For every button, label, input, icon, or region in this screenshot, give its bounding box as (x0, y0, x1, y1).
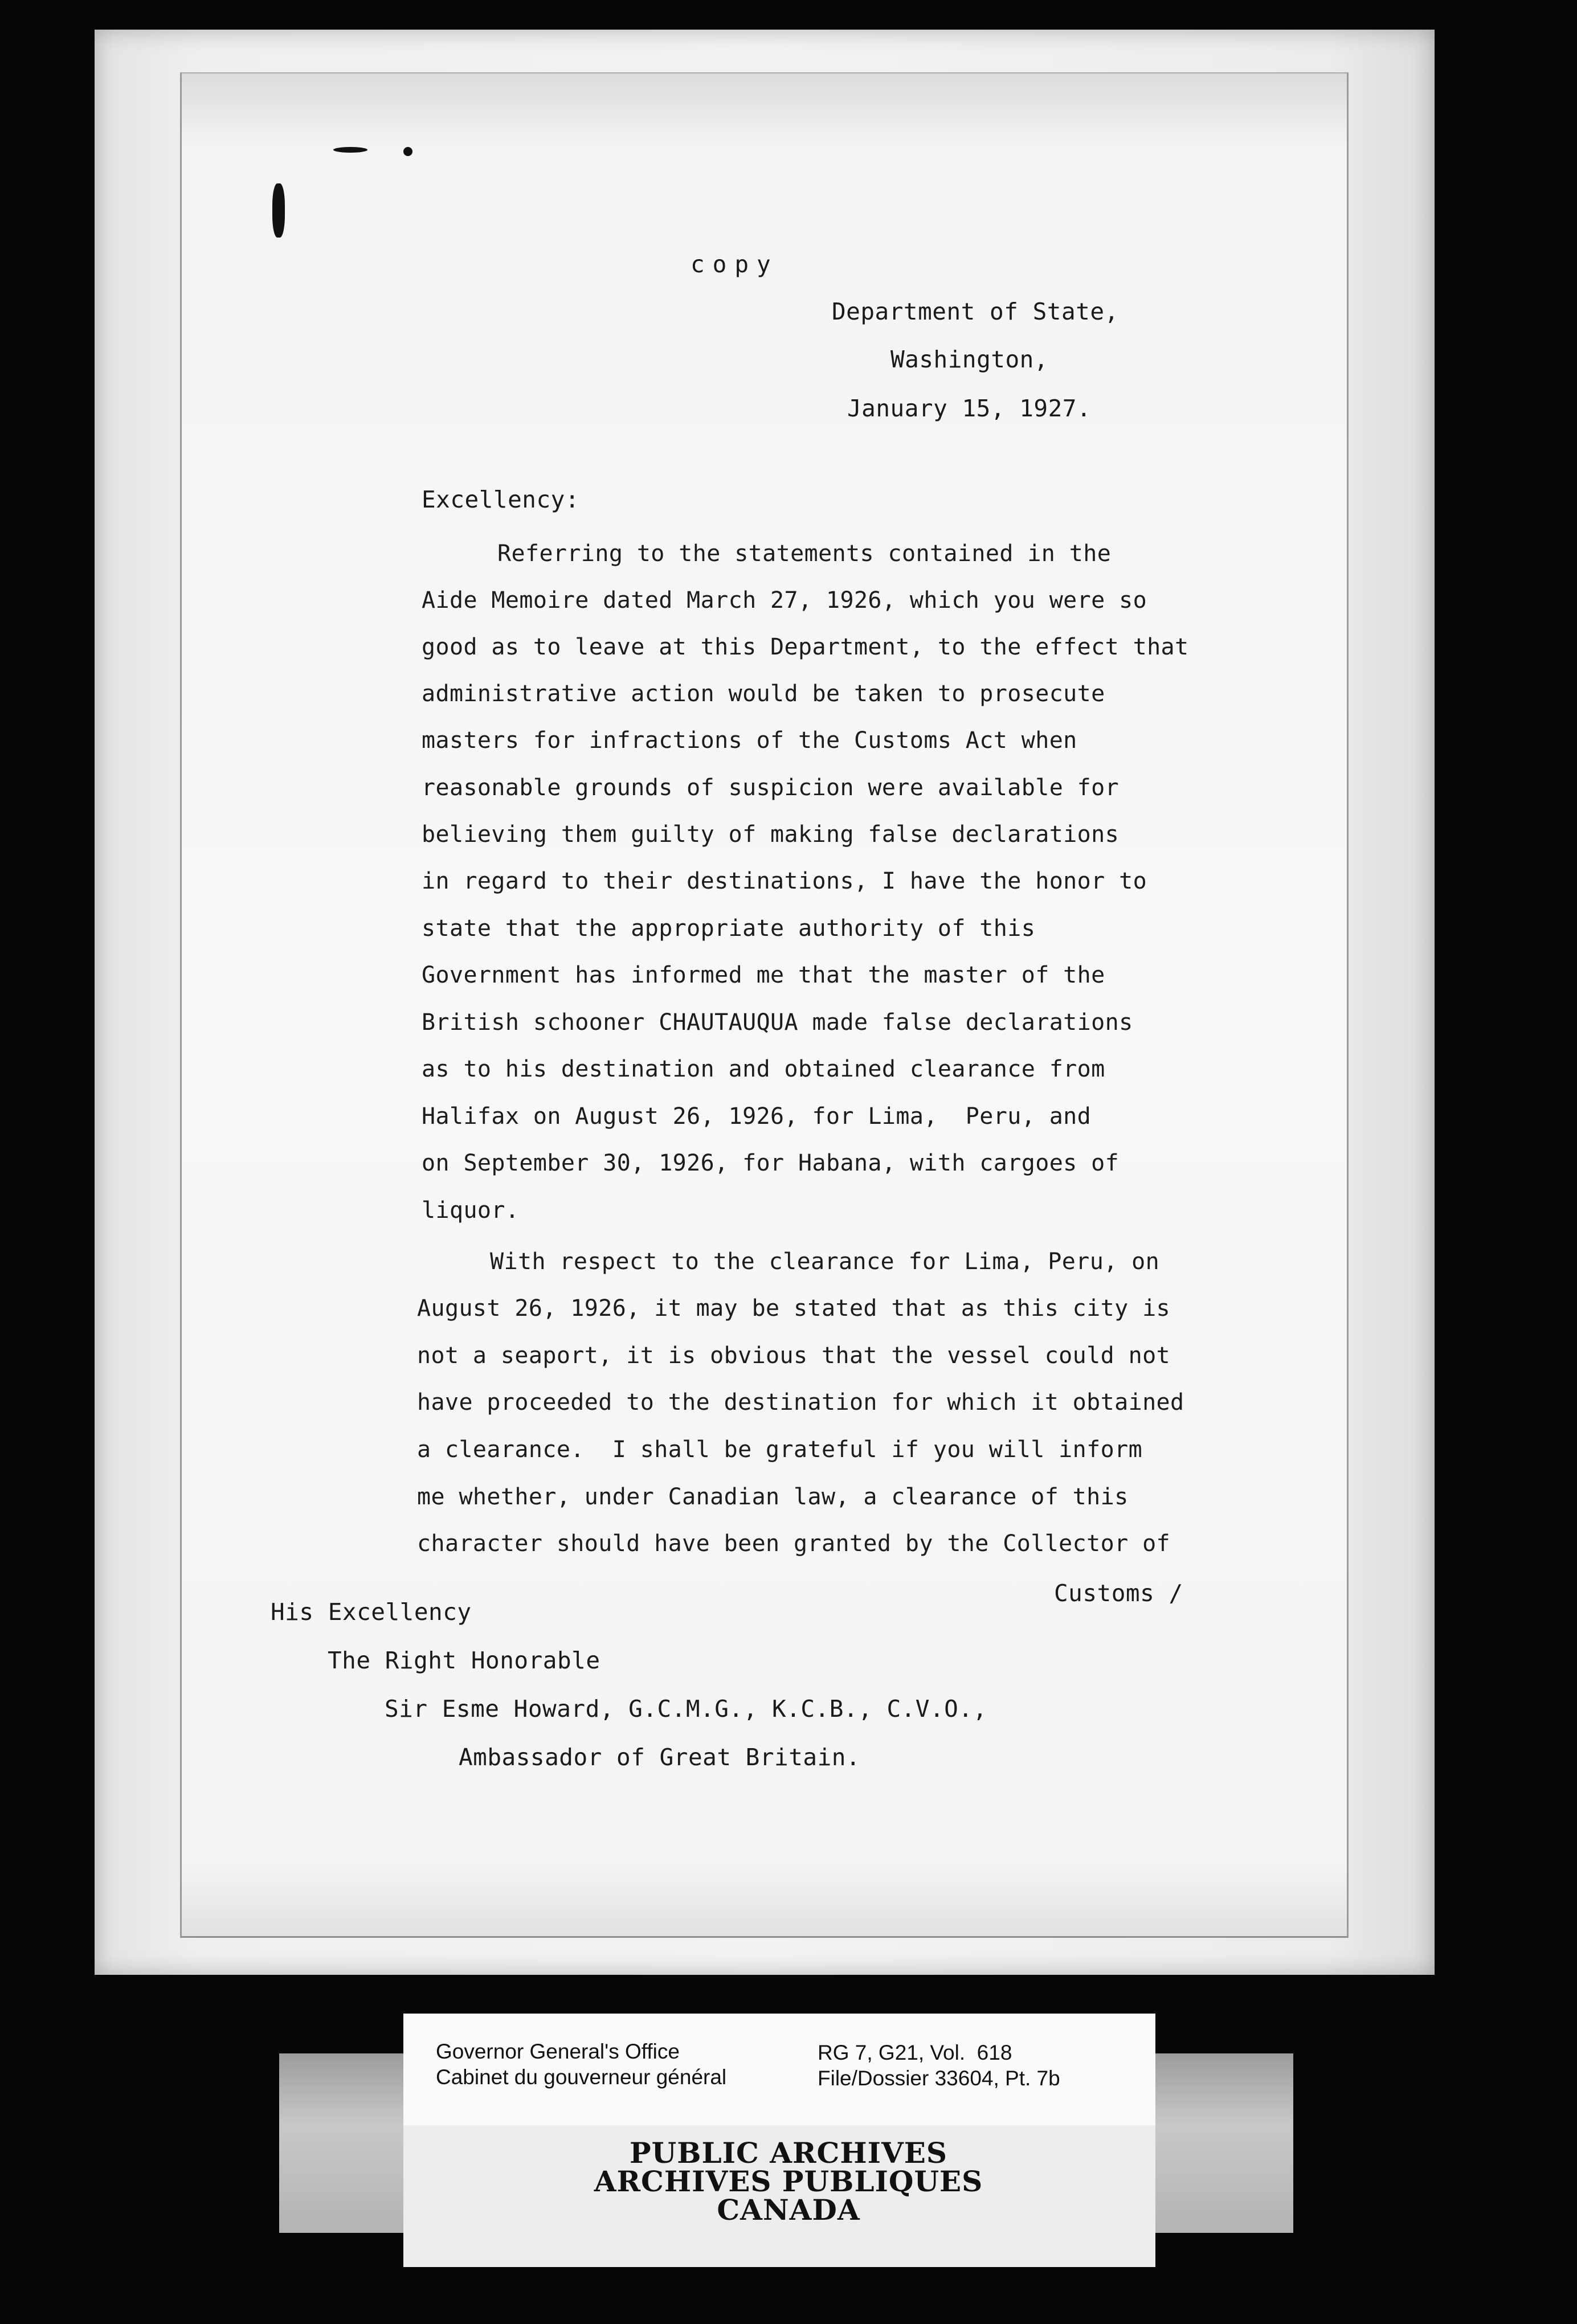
archive-stamp-line: CANADA (717, 2193, 860, 2227)
salutation: Excellency: (422, 486, 580, 513)
body-line: state that the appropriate authority of this (422, 915, 1036, 942)
body-line: administrative action would be taken to prosecute (422, 681, 1105, 707)
body-line: British schooner CHAUTAUQUA made false declarations (422, 1009, 1133, 1036)
archive-reference: RG 7, G21, Vol. 618 (818, 2041, 1012, 2064)
body-line: good as to leave at this Department, to the effect that (422, 634, 1189, 660)
body-line: Government has informed me that the master of the (422, 962, 1105, 988)
body-line: liquor. (422, 1197, 520, 1224)
addressee-title: His Excellency (271, 1598, 472, 1626)
addressee-position: Ambassador of Great Britain. (459, 1744, 861, 1771)
body-line: have proceeded to the destination for which it obtained (417, 1389, 1184, 1415)
body-line: as to his destination and obtained clearance from (422, 1056, 1105, 1082)
body-line: August 26, 1926, it may be stated that as this city is (417, 1295, 1171, 1321)
body-line: me whether, under Canadian law, a clearance of this (417, 1484, 1129, 1510)
body-line: a clearance. I shall be grateful if you will inform (417, 1437, 1143, 1463)
body-line: in regard to their destinations, I have the honor to (422, 868, 1147, 894)
letter-date: January 15, 1927. (847, 395, 1092, 422)
body-line: Referring to the statements contained in the (497, 541, 1112, 567)
body-line: believing them guilty of making false declarations (422, 821, 1120, 848)
body-line: Aide Memoire dated March 27, 1926, which you were so (422, 587, 1147, 613)
addressee-honorific: The Right Honorable (328, 1647, 600, 1674)
sender-department: Department of State, (832, 298, 1119, 325)
archive-file: File/Dossier 33604, Pt. 7b (818, 2067, 1060, 2090)
body-line: character should have been granted by the Collector of (417, 1531, 1171, 1557)
ink-mark (333, 147, 367, 153)
continuation-catchword: Customs / (1054, 1580, 1183, 1607)
copy-label: copy (691, 251, 779, 278)
body-line: Halifax on August 26, 1926, for Lima, Peru, and (422, 1103, 1092, 1130)
archive-office-fr: Cabinet du gouverneur général (436, 2065, 727, 2089)
archive-stamp-line: PUBLIC ARCHIVES (630, 2136, 947, 2170)
document-sheet (95, 30, 1435, 1975)
archive-stamp-line: ARCHIVES PUBLIQUES (594, 2165, 983, 2198)
addressee-name: Sir Esme Howard, G.C.M.G., K.C.B., C.V.O., (385, 1695, 987, 1722)
ink-mark (272, 183, 285, 238)
sender-city: Washington, (890, 346, 1049, 373)
archive-office-en: Governor General's Office (436, 2040, 680, 2063)
body-line: reasonable grounds of suspicion were available for (422, 775, 1120, 801)
body-line: masters for infractions of the Customs Act when (422, 727, 1077, 754)
body-line: not a seaport, it is obvious that the vessel could not (417, 1343, 1171, 1369)
ink-mark (403, 147, 412, 156)
body-line: With respect to the clearance for Lima, Peru, on (490, 1249, 1160, 1275)
body-line: on September 30, 1926, for Habana, with cargoes of (422, 1150, 1120, 1176)
